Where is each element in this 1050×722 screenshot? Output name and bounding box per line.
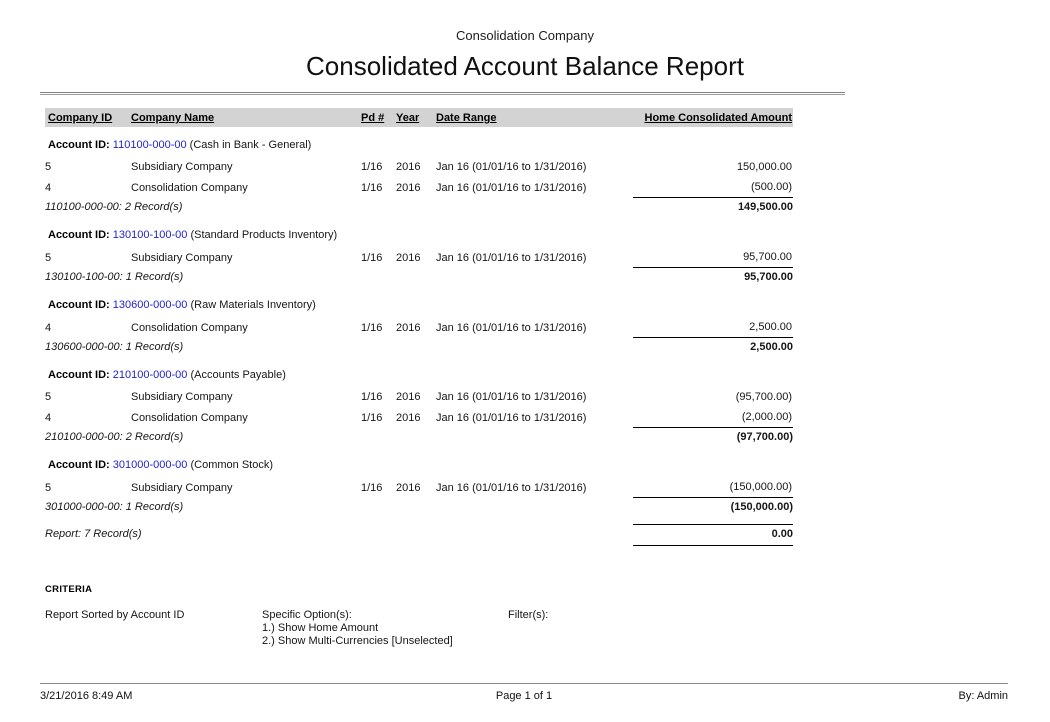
company-name-cell: Consolidation Company — [131, 181, 248, 194]
account-id-link[interactable]: 130600-000-00 — [112, 299, 188, 311]
account-header-row — [45, 447, 793, 477]
subtotal-amount: 95,700.00 — [633, 268, 793, 288]
criteria-section — [45, 584, 1050, 648]
table-row — [45, 477, 793, 498]
account-id-link[interactable]: 110100-000-00 — [112, 139, 187, 151]
account-header-row — [45, 217, 793, 247]
company-id-cell: 4 — [45, 411, 52, 424]
subtotal-label: 130100-100-00: 1 Record(s) — [45, 271, 184, 283]
column-header-company-name: Company Name — [131, 108, 361, 127]
account-id-link[interactable]: 301000-000-00 — [112, 459, 188, 471]
company-header: Consolidation Company — [455, 28, 595, 43]
report-total-amount: 0.00 — [633, 524, 793, 545]
pd-cell: 1/16 — [361, 251, 383, 264]
subtotal-label: 130600-000-00: 1 Record(s) — [45, 341, 184, 353]
subtotal-label: 301000-000-00: 1 Record(s) — [45, 501, 184, 513]
table-row — [45, 387, 793, 407]
criteria-options-heading: Specific Option(s): — [262, 608, 352, 621]
company-id-cell: 5 — [45, 391, 52, 403]
table-header-row — [45, 108, 793, 127]
date-range-cell: Jan 16 (01/01/16 to 1/31/2016) — [436, 321, 587, 334]
company-id-cell: 4 — [45, 181, 52, 194]
report-total-label: Report: 7 Record(s) — [45, 528, 142, 540]
account-id-label: Account ID: — [48, 139, 110, 151]
date-range-cell: Jan 16 (01/01/16 to 1/31/2016) — [436, 251, 587, 264]
date-range-cell: Jan 16 (01/01/16 to 1/31/2016) — [436, 161, 587, 173]
company-name-cell: Subsidiary Company — [131, 481, 233, 494]
footer-author: By: Admin — [958, 690, 1009, 702]
year-cell: 2016 — [396, 481, 421, 494]
title-divider — [40, 92, 845, 95]
report-total-row — [45, 524, 793, 545]
column-header-company-id: Company ID — [45, 108, 131, 127]
subtotal-row — [45, 268, 793, 288]
account-header-row — [45, 287, 793, 317]
account-id-label: Account ID: — [48, 369, 110, 381]
subtotal-row — [45, 498, 793, 518]
date-range-cell: Jan 16 (01/01/16 to 1/31/2016) — [436, 181, 587, 194]
subtotal-label: 110100-000-00: 2 Record(s) — [45, 201, 183, 213]
subtotal-row — [45, 198, 793, 218]
subtotal-amount: (150,000.00) — [633, 498, 793, 518]
amount-cell: (2,000.00) — [741, 411, 792, 423]
year-cell: 2016 — [396, 321, 421, 334]
subtotal-amount: (97,700.00) — [633, 428, 793, 448]
report-table — [45, 108, 793, 546]
pd-cell: 1/16 — [361, 481, 383, 494]
criteria-filters-heading: Filter(s): — [508, 608, 549, 621]
column-header-year: Year — [396, 108, 436, 127]
year-cell: 2016 — [396, 181, 421, 194]
account-description: (Standard Products Inventory) — [190, 229, 338, 241]
amount-cell: 95,700.00 — [743, 251, 792, 263]
date-range-cell: Jan 16 (01/01/16 to 1/31/2016) — [436, 411, 587, 424]
company-name-cell: Consolidation Company — [131, 321, 248, 334]
subtotal-amount: 149,500.00 — [633, 198, 793, 218]
account-id-link[interactable]: 210100-000-00 — [112, 369, 188, 381]
account-id-link[interactable]: 130100-100-00 — [112, 229, 188, 241]
pd-cell: 1/16 — [361, 321, 383, 334]
criteria-option: 1.) Show Home Amount — [262, 621, 379, 634]
company-id-cell: 5 — [45, 481, 52, 494]
company-name-cell: Subsidiary Company — [131, 391, 233, 403]
pd-cell: 1/16 — [361, 391, 383, 403]
subtotal-label: 210100-000-00: 2 Record(s) — [45, 431, 184, 443]
criteria-option: 2.) Show Multi-Currencies [Unselected] — [262, 634, 453, 647]
table-row — [45, 317, 793, 338]
footer-datetime: 3/21/2016 8:49 AM — [40, 690, 133, 702]
year-cell: 2016 — [396, 161, 421, 173]
company-name-cell: Subsidiary Company — [131, 161, 233, 173]
company-id-cell: 4 — [45, 321, 52, 334]
subtotal-row — [45, 428, 793, 448]
account-description: (Raw Materials Inventory) — [190, 299, 316, 311]
subtotal-row — [45, 338, 793, 358]
spacer — [45, 517, 793, 524]
page-title: Consolidated Account Balance Report — [306, 51, 744, 81]
account-id-label: Account ID: — [48, 459, 110, 471]
amount-cell: (150,000.00) — [729, 481, 792, 493]
column-header-pd: Pd # — [361, 108, 396, 127]
amount-cell: 2,500.00 — [749, 321, 792, 333]
date-range-cell: Jan 16 (01/01/16 to 1/31/2016) — [436, 391, 587, 403]
account-description: (Common Stock) — [190, 459, 274, 471]
footer-page-number: Page 1 of 1 — [495, 690, 553, 702]
column-header-date-range: Date Range — [436, 108, 633, 127]
account-header-row — [45, 127, 793, 157]
table-row — [45, 157, 793, 177]
date-range-cell: Jan 16 (01/01/16 to 1/31/2016) — [436, 481, 587, 494]
company-name-cell: Subsidiary Company — [131, 251, 233, 264]
company-id-cell: 5 — [45, 251, 52, 264]
column-header-amount: Home Consolidated Amount — [633, 108, 793, 127]
account-description: (Accounts Payable) — [190, 369, 286, 381]
account-id-label: Account ID: — [48, 229, 110, 241]
table-row — [45, 407, 793, 428]
account-description: (Cash in Bank - General) — [189, 139, 312, 151]
account-id-label: Account ID: — [48, 299, 110, 311]
amount-cell: (500.00) — [751, 181, 792, 193]
table-row — [45, 247, 793, 268]
account-header-row — [45, 357, 793, 387]
company-name-cell: Consolidation Company — [131, 411, 248, 424]
amount-cell: 150,000.00 — [736, 161, 792, 173]
pd-cell: 1/16 — [361, 411, 383, 424]
table-row — [45, 177, 793, 198]
criteria-heading: CRITERIA — [45, 583, 93, 595]
amount-cell: (95,700.00) — [735, 391, 792, 403]
year-cell: 2016 — [396, 411, 421, 424]
year-cell: 2016 — [396, 251, 421, 264]
subtotal-amount: 2,500.00 — [633, 338, 793, 358]
page-footer — [40, 683, 1008, 702]
criteria-sorted-by: Report Sorted by Account ID — [45, 608, 185, 621]
pd-cell: 1/16 — [361, 181, 383, 194]
company-id-cell: 5 — [45, 161, 52, 173]
criteria-options — [262, 609, 508, 648]
year-cell: 2016 — [396, 391, 421, 403]
pd-cell: 1/16 — [361, 161, 383, 173]
